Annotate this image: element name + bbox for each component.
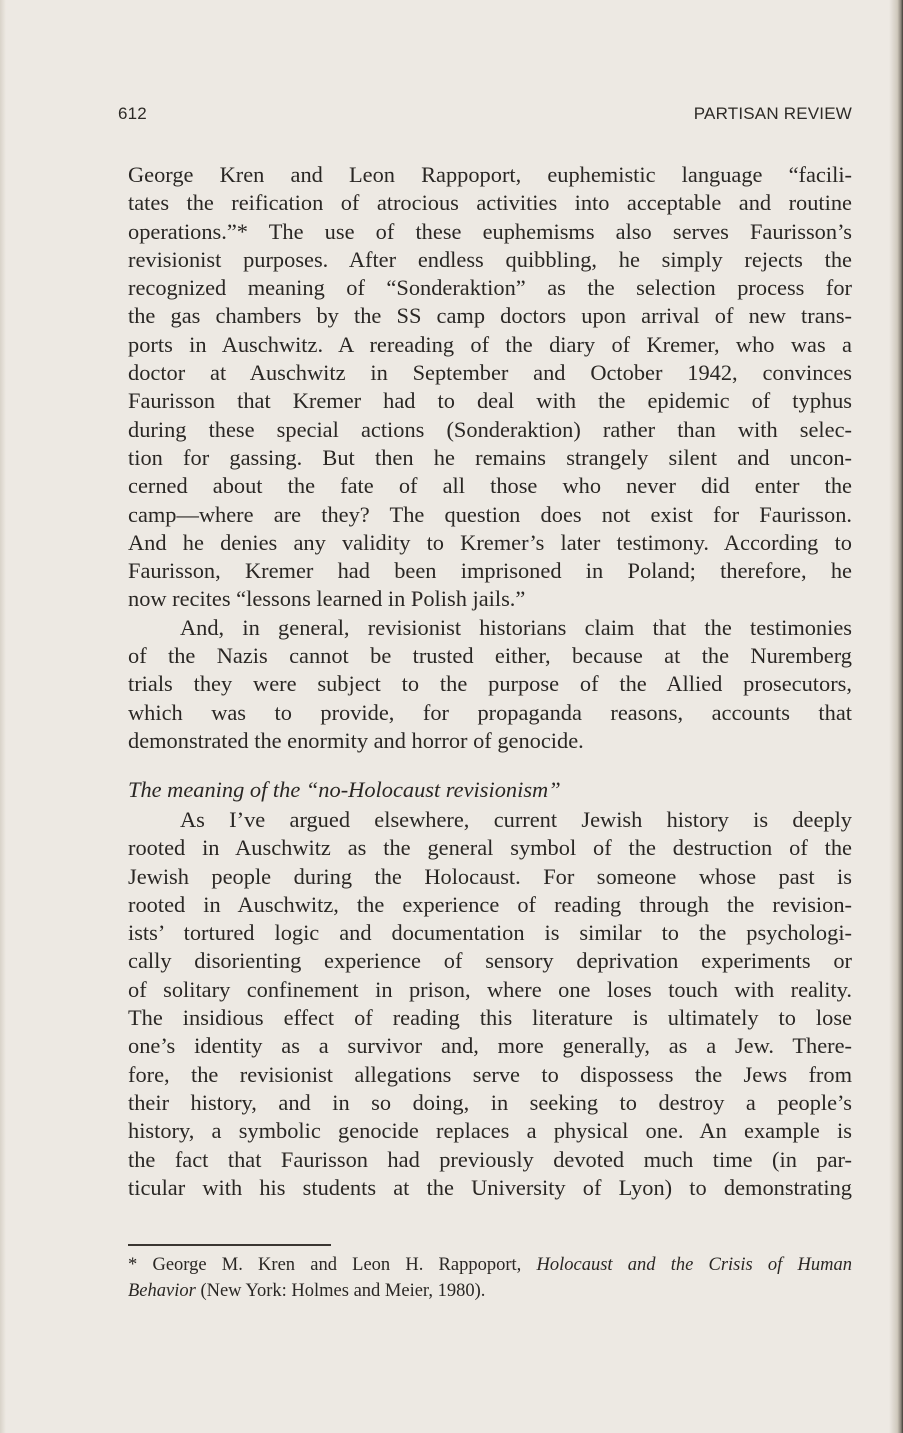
text-line: And, in general, revisionist historians claim that the testimonies (180, 614, 852, 640)
text-line: during these special actions (Sonderaktion) rather than with selec- (128, 416, 852, 442)
text-line: cally disorienting experience of sensory deprivation experiments or (128, 948, 852, 974)
footnote-authors: * George M. Kren and Leon H. Rappoport, (128, 1255, 537, 1275)
text-line: operations.”* The use of these euphemisms also serves Faurisson’s (128, 218, 852, 244)
text-line: tates the reification of atrocious activities into acceptable and routine (128, 190, 852, 216)
text-line: history, a symbolic genocide replaces a physical one. An example is (128, 1118, 852, 1144)
section-heading: The meaning of the “no-Holocaust revisionism” (128, 777, 561, 802)
journal-title: PARTISAN REVIEW (693, 104, 852, 123)
text-line: camp—where are they? The question does not exist for Faurisson. (128, 501, 852, 527)
text-line: their history, and in so doing, in seeking to destroy a people’s (128, 1089, 852, 1115)
text-line: As I’ve argued elsewhere, current Jewish history is deeply (180, 807, 852, 832)
text-line: the fact that Faurisson had previously devoted much time (in par- (128, 1146, 852, 1172)
footnote-title: Holocaust and the Crisis of Human (536, 1255, 852, 1275)
paragraph-continuation (128, 161, 852, 614)
running-head (118, 104, 852, 128)
footnote-publication: (New York: Holmes and Meier, 1980). (195, 1281, 486, 1301)
text-line: Faurisson, Kremer had been imprisoned in Poland; therefore, he (128, 558, 852, 584)
text-line: cerned about the fate of all those who never did enter the (128, 473, 852, 499)
text-line: Faurisson that Kremer had to deal with the epidemic of typhus (128, 388, 852, 414)
page-number: 612 (118, 104, 147, 123)
text-line: revisionist purposes. After endless quibbling, he simply rejects the (128, 246, 852, 272)
text-line: one’s identity as a survivor and, more generally, as a Jew. There- (128, 1033, 852, 1059)
text-line: now recites “lessons learned in Polish jails.” (128, 586, 526, 612)
text-line: ports in Auschwitz. A rereading of the diary of Kremer, who was a (128, 331, 852, 357)
body-text-upper (128, 161, 852, 755)
text-line: And he denies any validity to Kremer’s later testimony. According to (128, 529, 852, 555)
text-line: recognized meaning of “Sonderaktion” as the selection process for (128, 275, 852, 301)
text-line: rooted in Auschwitz, the experience of reading through the revision- (128, 891, 852, 917)
text-line: Jewish people during the Holocaust. For someone whose past is (128, 863, 852, 889)
footnote-line (128, 1278, 852, 1304)
text-line: demonstrated the enormity and horror of genocide. (128, 727, 584, 753)
text-line: ticular with his students at the University of Lyon) to demonstrating (128, 1174, 852, 1200)
text-line: tion for gassing. But then he remains strangely silent and uncon- (128, 444, 852, 470)
footnote-line (128, 1252, 852, 1278)
text-line: ists’ tortured logic and documentation is similar to the psychologi- (128, 920, 852, 946)
page-edge-shadow (889, 0, 903, 1433)
paragraph-revisionist-claims (128, 614, 852, 755)
text-line: of solitary confinement in prison, where one loses touch with reality. (128, 976, 852, 1002)
footnote-rule (128, 1244, 331, 1246)
footnote-title-cont: Behavior (128, 1281, 196, 1301)
text-line: doctor at Auschwitz in September and October 1942, convinces (128, 360, 852, 386)
page-gutter-left (0, 0, 6, 1433)
text-line: rooted in Auschwitz as the general symbol of the destruction of the (128, 835, 852, 861)
text-line: trials they were subject to the purpose of the Allied prosecutors, (128, 671, 852, 697)
footnote (128, 1252, 852, 1304)
text-line: fore, the revisionist allegations serve to dispossess the Jews from (128, 1061, 852, 1087)
text-line: the gas chambers by the SS camp doctors upon arrival of new trans- (128, 303, 852, 329)
text-line: of the Nazis cannot be trusted either, because at the Nuremberg (128, 643, 852, 669)
body-text-lower (128, 806, 852, 1202)
text-line: which was to provide, for propaganda reasons, accounts that (128, 699, 852, 725)
text-line: George Kren and Leon Rappoport, euphemistic language “facili- (128, 162, 852, 187)
text-line: The insidious effect of reading this literature is ultimately to lose (128, 1005, 852, 1031)
